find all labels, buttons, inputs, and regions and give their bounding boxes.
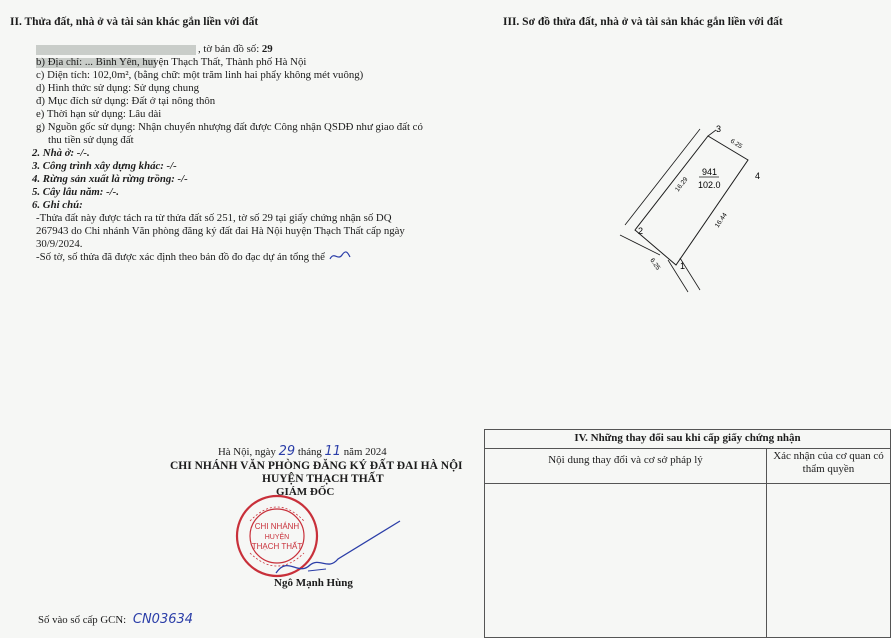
item-other-construction: 3. Công trình xây dựng khác: -/-: [32, 160, 177, 172]
section-2-heading: II. Thửa đất, nhà ở và tài sản khác gắn liền với đất: [10, 16, 259, 28]
redacted-parcel-number: [36, 45, 196, 55]
issue-date: Hà Nội, ngày 29 tháng 11 năm 2024: [218, 444, 387, 459]
origin-line-2: thu tiền sử dụng đất: [48, 134, 134, 146]
neighbor-edge-left: [625, 129, 700, 225]
stamp-text-3: THẠCH THẤT: [251, 542, 303, 551]
org-name-line-1: CHI NHÁNH VĂN PHÒNG ĐĂNG KÝ ĐẤT ĐAI HÀ NỘI: [170, 460, 463, 472]
parcel-sheet-line: , tờ bản đồ số: 29: [198, 43, 273, 55]
edge-length-1-2: 6.25: [648, 257, 662, 272]
parcel-diagram: [610, 120, 780, 300]
table-header-divider: [485, 483, 890, 484]
stamp-text-2: HUYỆN: [264, 534, 290, 541]
certificate-register-number: Số vào sổ cấp GCN: CN03634: [38, 612, 194, 627]
use-form-line: d) Hình thức sử dụng: Sử dụng chung: [36, 82, 200, 94]
vertex-3-label: 3: [716, 124, 722, 134]
parcel-outline: [635, 136, 748, 265]
section-3-heading: III. Sơ đồ thửa đất, nhà ở và tài sản khác gắn liền với đất: [503, 16, 783, 28]
edge-length-3-4: 6.25: [728, 137, 744, 151]
handwritten-signature-icon: [268, 515, 408, 585]
org-name-line-2: HUYỆN THẠCH THẤT: [262, 473, 384, 485]
item-notes: 6. Ghi chú:: [32, 199, 83, 211]
table-column-divider: [766, 448, 767, 637]
signer-title: GIÁM ĐỐC: [276, 486, 335, 498]
stamp-text-1: CHI NHÁNH: [254, 522, 300, 531]
term-line: e) Thời hạn sử dụng: Lâu dài: [36, 108, 162, 120]
item-forest: 4. Rừng sản xuất là rừng trồng: -/-: [32, 173, 188, 185]
vertex-1-label: 1: [680, 261, 686, 271]
note-line-3: 30/9/2024.: [36, 238, 83, 250]
handwritten-mark-icon: [328, 249, 352, 263]
address-line: b) Địa chỉ: ... Bình Yên, huyện Thạch Thất, Thành phố Hà Nội: [36, 56, 307, 68]
item-house: 2. Nhà ở: -/-.: [32, 147, 90, 159]
parcel-area-label: 102.0: [698, 180, 721, 190]
changes-table: [484, 429, 891, 638]
area-line: c) Diện tích: 102,0m², (bằng chữ: một trăm linh hai phẩy không mét vuông): [36, 69, 364, 81]
edge-length-2-3: 16.29: [674, 176, 690, 194]
neighbor-edge-bottom-1: [620, 235, 660, 255]
vertex-leader-3: [708, 130, 716, 136]
note-line-1: -Thửa đất này được tách ra từ thửa đất số 251, tờ số 29 tại giấy chứng nhận số DQ: [36, 212, 392, 224]
edge-length-4-1: 16.44: [713, 211, 729, 230]
purpose-line: đ) Mục đích sử dụng: Đất ở tại nông thôn: [36, 95, 216, 107]
note-line-4: -Số tờ, số thửa đã được xác định theo bản đồ đo đạc dự án tổng thể: [36, 251, 325, 263]
origin-line-1: g) Nguồn gốc sử dụng: Nhận chuyển nhượng đất được Công nhận QSDĐ như giao đất có: [36, 121, 423, 133]
signer-name: Ngô Mạnh Hùng: [274, 577, 353, 589]
note-line-2: 267943 do Chi nhánh Văn phòng đăng ký đất đai Hà Nội huyện Thạch Thất cấp ngày: [36, 225, 405, 237]
column-header-confirmation: Xác nhận của cơ quan có thẩm quyền: [773, 450, 884, 475]
table-divider: [485, 448, 890, 449]
vertex-2-label: 2: [638, 226, 644, 236]
changes-table-title: IV. Những thay đổi sau khi cấp giấy chứng nhận: [574, 432, 801, 444]
vertex-4-label: 4: [755, 171, 761, 181]
parcel-number-label: 941: [702, 167, 718, 177]
column-header-changes: Nội dung thay đổi và cơ sở pháp lý: [548, 454, 703, 466]
item-perennial-trees: 5. Cây lâu năm: -/-.: [32, 186, 119, 198]
